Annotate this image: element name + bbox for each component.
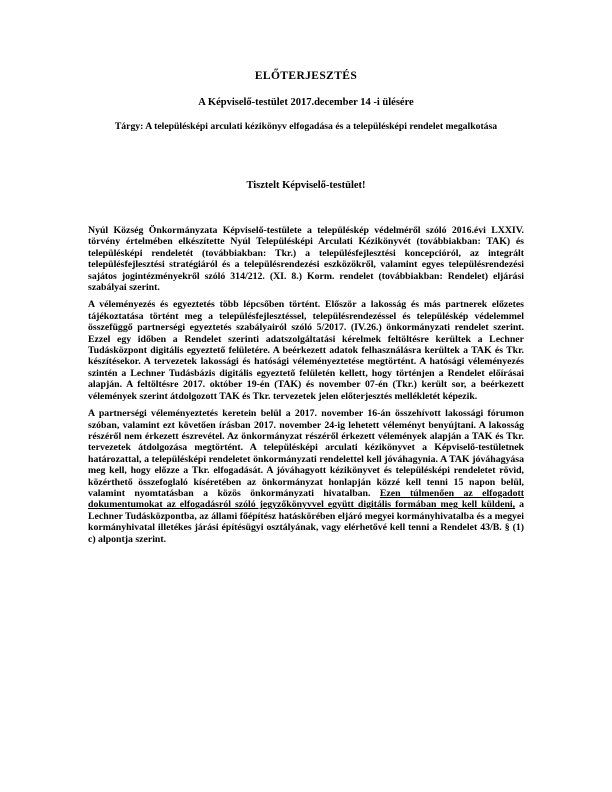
salutation: Tisztelt Képviselő-testület! <box>246 180 366 191</box>
paragraph-3-text: A partnerségi véleményeztetés keretein belül a 2017. november 16-án összehívott lakossági fórumon szóban, valamint ezt követően írásban 2017. november 24-ig lehetett véleményt benyújtani. A lakosság részéről nem érkezett észrevétel. Az önkormányzat részéről érkezett vélemények alapján a TAK és Tkr. tervezetek átdolgozása megtörtént. A településképi arculati kézikönyvet a Képviselő-testületnek határozattal, a településképi rendeletet önkormányzati rendelettel kell jóváhagynia. A TAK jóváhagyása meg kell, hogy előzze a Tkr. elfogadását. A jóváhagyott kézikönyvet és településképi rendeletet rövid, közérthető összefoglaló kíséretében az önkormányzat honlapján közzé kell tenni 15 napon belül, valamint nyomtatásban a közös önkormányzati hivatalban. <box>88 408 524 499</box>
subject-line: Tárgy: A településképi arculati kézikönyv elfogadása és a településképi rendelet megalkotása <box>114 121 498 132</box>
body-paragraph-3 <box>88 408 524 545</box>
body-paragraph-2: A véleményezés és egyeztetés több lépcsőben történt. Először a lakosság és más partnerek előzetes tájékoztatása történt meg a településfejlesztéssel, településrendezéssel és településkép védelemmel összefüggő partnerségi egyeztetés szabályairól szóló 5/2017. (IV.26.) önkormányzati rendelet szerint. Ezzel egy időben a Rendelet szerinti adatszolgáltatási kérelmek feltöltésre kerültek a Lechner Tudásközpont digitális egyeztető felületére. A beérkezett adatok felhasználásra kerültek a TAK és Tkr. készítésekor. A tervezetek lakossági és hatósági véleményeztetése megtörtént. A hatósági véleményezés szintén a Lechner Tudásbázis digitális egyeztető felületén kellett, hogy történjen a Rendelet előírásai alapján. A feltöltésre 2017. október 19-én (TAK) és november 07-én (Tkr.) került sor, a beérkezett vélemények szerint átdolgozott TAK és Tkr. tervezetek jelen előterjesztés mellékletét képezik. <box>88 299 524 402</box>
body-paragraph-1: Nyúl Község Önkormányzata Képviselő-testülete a településkép védelméről szóló 2016.évi LXXIV. törvény értelmében elkészítette Nyúl Településképi Arculati Kézikönyvét (továbbiakban: TAK) és településképi rendeletét (továbbiakban: Tkr.) a településfejlesztési koncepcióról, az integrált településfejlesztési stratégiáról és a településrendezési eszközökről, valamint egyes településrendezési sajátos jogintézményekről szóló 314/212. (XI. 8.) Korm. rendelet (továbbiakban: Rendelet) eljárási szabályai szerint. <box>88 225 524 294</box>
document-body <box>88 225 524 545</box>
underlined-clause: Ezen túlmenően az elfogadott dokumentumokat az elfogadásról szóló jegyzőkönyvvel együtt digitális formában meg kell küldeni, <box>88 487 525 511</box>
session-date-line: A Képviselő-testület 2017.december 14 -i ülésére <box>198 97 414 108</box>
paragraph-3-closing-text: a Lechner Tudásközpontba, az állami főépítész hatáskörében eljáró megyei kormányhivatalba és a megyei kormányhivatal illetékes járási építésügyi osztályának, vagy elérhetővé kell tenni a Rendelet 43/B. § (1) c) alpontja szerint. <box>88 499 524 545</box>
document-title: ELŐTERJESZTÉS <box>254 70 358 82</box>
